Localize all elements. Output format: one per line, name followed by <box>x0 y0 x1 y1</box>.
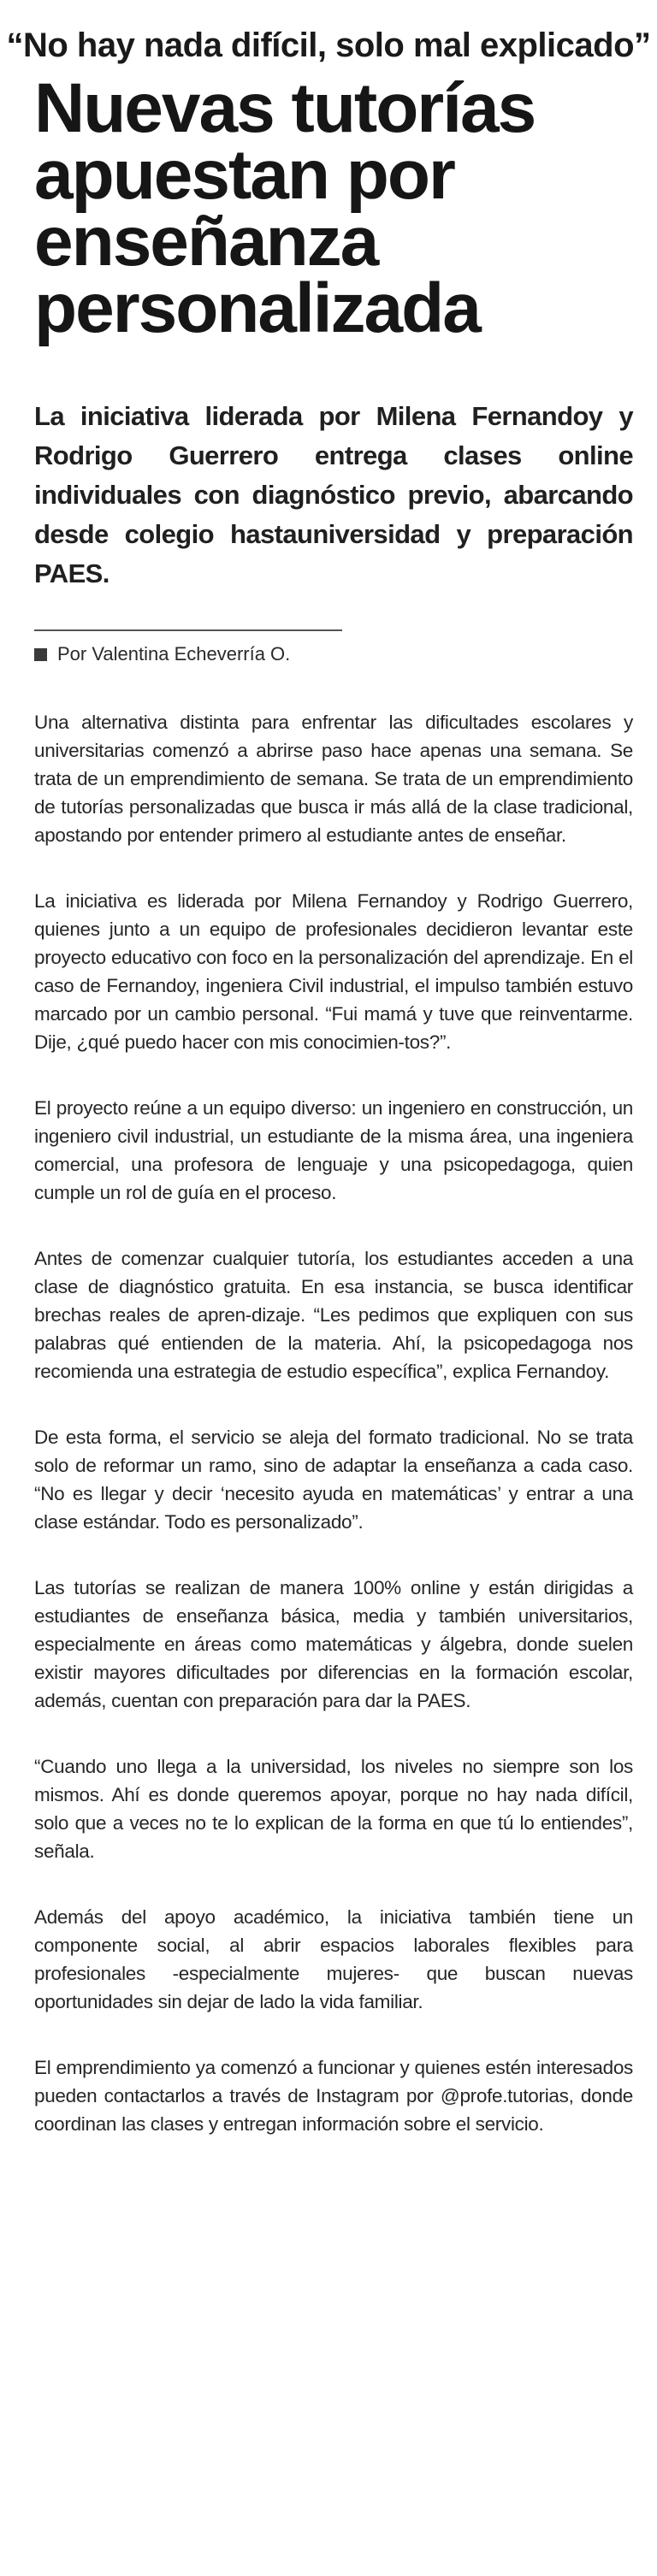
body-paragraph: De esta forma, el servicio se aleja del formato tradicional. No se trata solo de reformar un ramo, sino de adaptar la enseñanza a cada caso. “No es llegar y decir ‘necesito ayuda en matemáticas’ y entrar a una clase estándar. Todo es personalizado”. <box>34 1427 633 1533</box>
body-paragraph: El emprendimiento ya comenzó a funcionar y quienes estén interesados pueden contactarlos a través de Instagram por @profe.tutorias, donde coordinan las clases y entregan información sobre el servicio. <box>34 2057 633 2135</box>
body-paragraph: Además del apoyo académico, la iniciativa también tiene un componente social, al abrir espacios laborales flexibles para profesionales -especialmente mujeres- que buscan nuevas oportunidades sin dejar de lado la vida familiar. <box>34 1906 633 2012</box>
headline-line: Nuevas tutorías <box>34 69 536 147</box>
body-paragraph: Antes de comenzar cualquier tutoría, los estudiantes acceden a una clase de diagnóstico gratuita. En esa instancia, se busca identificar brechas reales de apren-dizaje. “Les pedimos que expliquen con sus palabras qué entienden de la materia. Ahí, la psicopedagoga nos recomienda una estrategia de estudio específica”, explica Fernandoy. <box>34 1248 633 1382</box>
headline-line: personalizada <box>34 269 480 347</box>
body-paragraph: “Cuando uno llega a la universidad, los niveles no siempre son los mismos. Ahí es donde queremos apoyar, porque no hay nada difícil, solo que a veces no te lo explican de la forma en que tú lo entiendes”, señala. <box>34 1756 633 1862</box>
article-body <box>34 708 633 2138</box>
headline-line: apuestan por <box>34 136 454 214</box>
headline-line: enseñanza <box>34 203 378 281</box>
square-bullet-icon <box>34 648 47 661</box>
lead-paragraph: La iniciativa liderada por Milena Fernandoy y Rodrigo Guerrero entrega clases online individuales con diagnóstico previo, abarcando desde colegio hastauniversidad y preparación PAES. <box>34 401 633 588</box>
byline-divider <box>34 629 342 631</box>
body-paragraph: La iniciativa es liderada por Milena Fernandoy y Rodrigo Guerrero, quienes junto a un equipo de profesionales decidieron levantar este proyecto educativo con foco en la personalización del aprendizaje. En el caso de Fernandoy, ingeniera Civil industrial, el impulso también estuvo marcado por un cambio personal. “Fui mamá y tuve que reinventarme. Dije, ¿qué puedo hacer con mis conocimien-tos?”. <box>34 890 633 1053</box>
byline-author: Por Valentina Echeverría O. <box>57 643 291 665</box>
kicker-quote: “No hay nada difícil, solo mal explicado” <box>6 27 651 64</box>
headline <box>34 69 633 347</box>
byline <box>34 641 657 667</box>
body-paragraph: Las tutorías se realizan de manera 100% online y están dirigidas a estudiantes de enseñanza básica, media y también universitarios, especialmente en áreas como matemáticas y álgebra, donde suelen existir mayores dificultades por diferencias en la formación escolar, además, cuentan con preparación para dar la PAES. <box>34 1577 633 1711</box>
body-paragraph: El proyecto reúne a un equipo diverso: un ingeniero en construcción, un ingeniero civil industrial, un estudiante de la misma área, una ingeniera comercial, una profesora de lenguaje y una psicopedagoga, quien cumple un rol de guía en el proceso. <box>34 1097 633 1203</box>
body-paragraph: Una alternativa distinta para enfrentar las dificultades escolares y universitarias comenzó a abrirse paso hace apenas una semana. Se trata de un emprendimiento de semana. Se trata de un emprendimiento de tutorías personalizadas que busca ir más allá de la clase tradicional, apostando por entender primero al estudiante antes de enseñar. <box>34 712 633 846</box>
